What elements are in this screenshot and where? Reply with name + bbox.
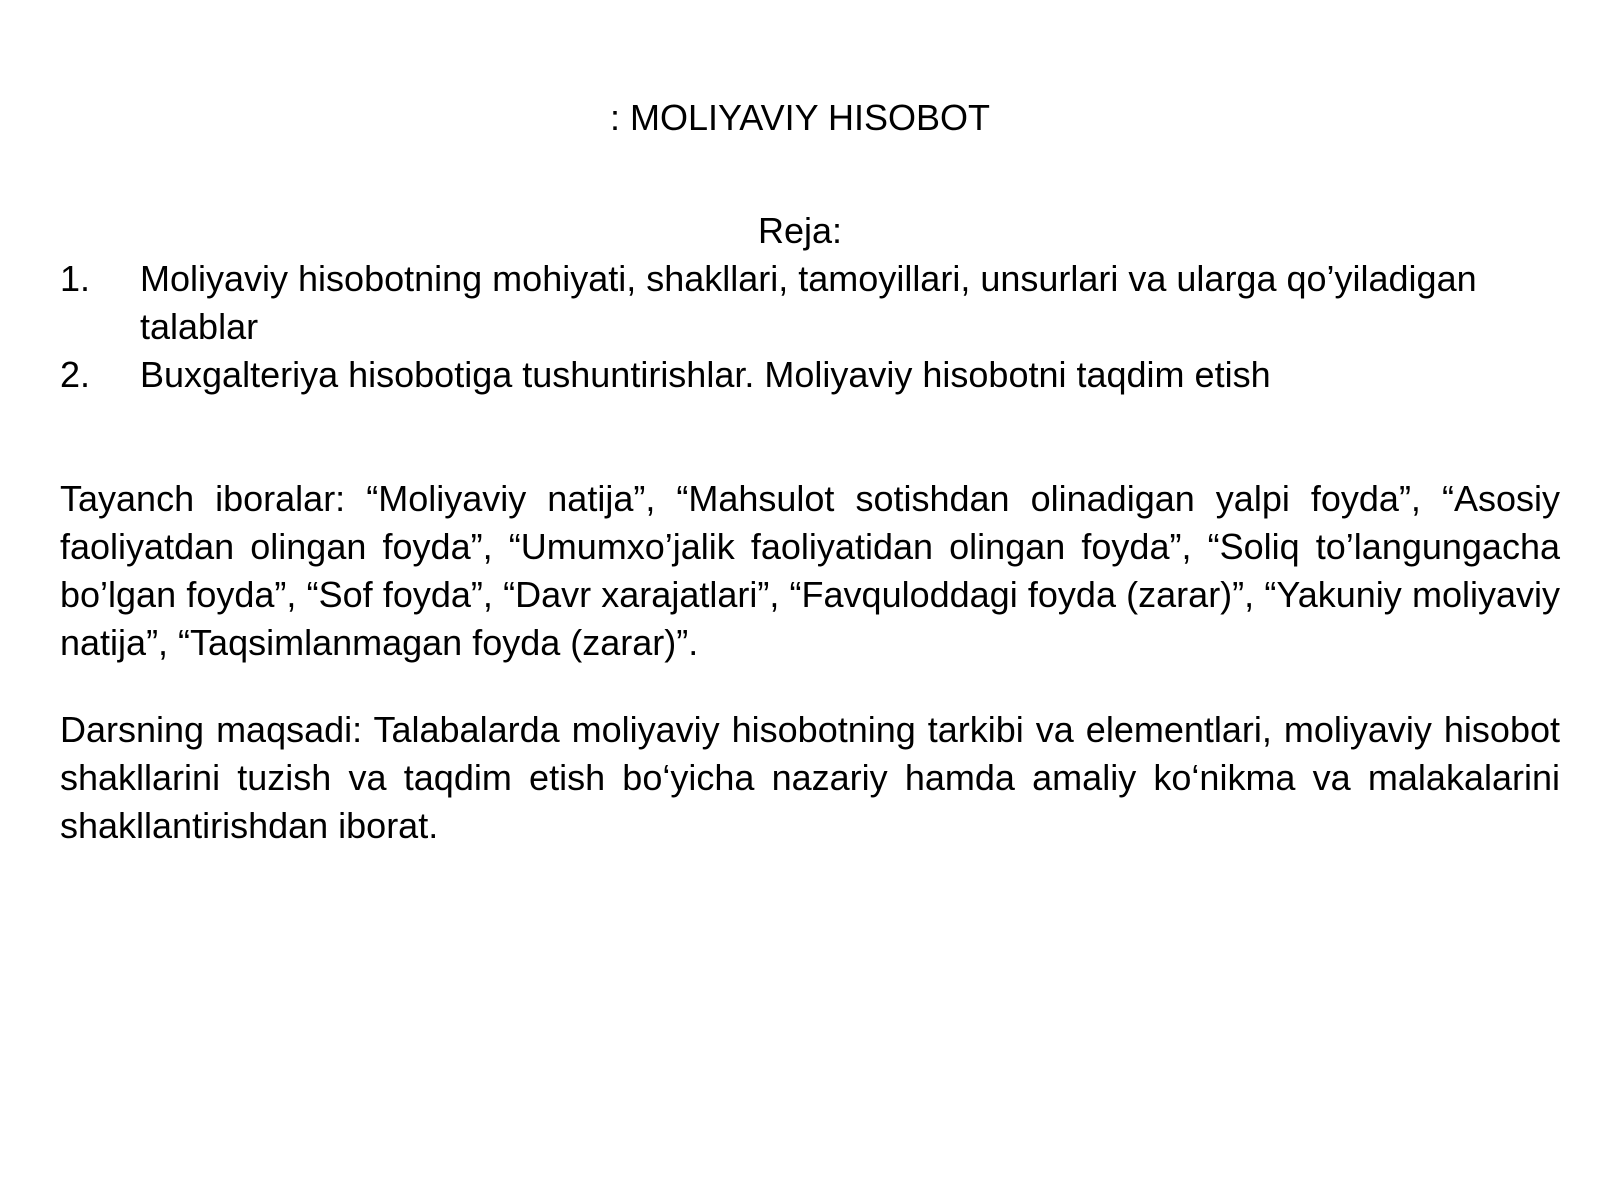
slide-title: : MOLIYAVIY HISOBOT — [609, 97, 991, 138]
plan-item-number: 1. — [60, 258, 91, 299]
plan-item — [60, 255, 1530, 351]
lesson-goal-paragraph: Darsning maqsadi: Talabalarda moliyaviy hisobotning tarkibi va elementlari, moliyaviy hisobot shakllarini tuzish va taqdim etish bo‘yicha nazariy hamda amaliy ko‘nikma va malakalarini shakllantirishdan iborat. — [60, 709, 1560, 846]
plan-heading: Reja: — [757, 210, 843, 251]
plan-item-text: Buxgalteriya hisobotiga tushuntirishlar. Moliyaviy hisobotni taqdim etish — [140, 354, 1271, 395]
plan-item — [60, 351, 1530, 399]
plan-item-text: Moliyaviy hisobotning mohiyati, shakllari, tamoyillari, unsurlari va ularga qo’yiladigan talablar — [140, 258, 1477, 347]
plan-list — [60, 255, 1530, 399]
key-phrases-paragraph: Tayanch iboralar: “Moliyaviy natija”, “Mahsulot sotishdan olinadigan yalpi foyda”, “Asosiy faoliyatdan olingan foyda”, “Umumxo’jalik faoliyatidan olingan foyda”, “Soliq to’langungacha bo’lgan foyda”, “Sof foyda”, “Davr xarajatlari”, “Favquloddagi foyda (zarar)”, “Yakuniy moliyaviy natija”, “Taqsimlanmagan foyda (zarar)”. — [60, 478, 1560, 663]
plan-item-number: 2. — [60, 354, 91, 395]
